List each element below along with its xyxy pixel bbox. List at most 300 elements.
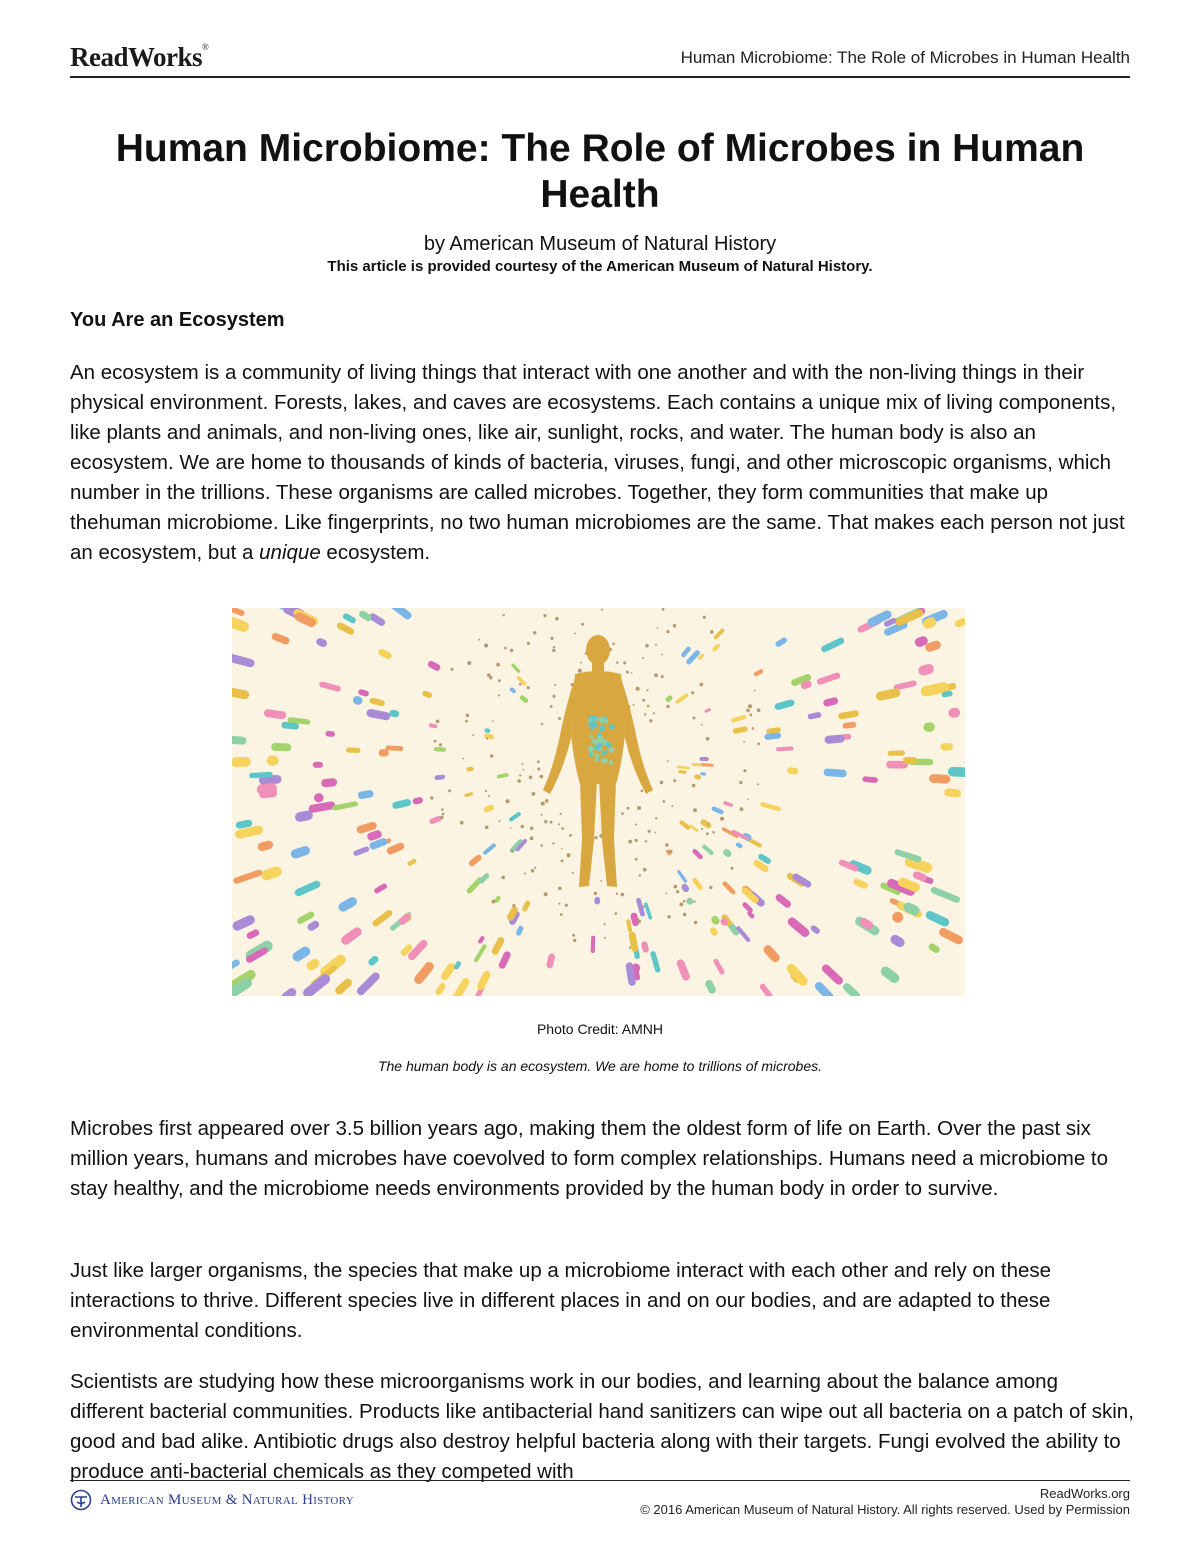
microbe (650, 950, 661, 973)
footer-divider (70, 1480, 1130, 1481)
microbe (879, 965, 902, 985)
microbe (701, 844, 714, 856)
microbe-dot (752, 727, 755, 730)
microbe-dot (578, 669, 582, 673)
microbe-dot (655, 644, 657, 646)
microbe-dot (527, 686, 530, 689)
microbe-dot (544, 892, 548, 896)
microbe (263, 709, 286, 720)
microbe-dot (486, 737, 488, 739)
microbe-dot (679, 903, 683, 907)
microbe (428, 723, 437, 729)
microbe (490, 936, 505, 956)
microbe-dot (510, 649, 513, 652)
microbe-dot (478, 639, 480, 641)
microbe (434, 774, 445, 780)
microbe-dot (572, 872, 574, 874)
microbe (691, 848, 703, 860)
microbe-dot (706, 832, 709, 835)
microbe (776, 746, 794, 751)
microbe-dot (667, 915, 670, 918)
microbe-dot (647, 705, 650, 708)
microbe-dot (643, 906, 645, 908)
microbe (712, 958, 725, 976)
microbe (484, 733, 495, 740)
microbe-dot (600, 880, 602, 882)
microbe-dot (657, 627, 659, 629)
microbe (232, 608, 245, 617)
gut-microbe (599, 725, 605, 731)
microbe-dot (666, 893, 668, 895)
microbe-dot (439, 743, 442, 746)
microbe-dot (661, 654, 663, 656)
microbe-dot (754, 690, 756, 692)
microbe-dot (565, 904, 568, 907)
microbe-dot (523, 769, 525, 771)
microbe (862, 776, 878, 783)
microbe-dot (510, 827, 512, 829)
microbe-dot (552, 649, 555, 652)
microbe (787, 767, 799, 774)
microbe (232, 958, 241, 972)
microbe (439, 962, 456, 982)
microbe (508, 811, 521, 822)
gut-microbe (594, 745, 600, 751)
microbe-dot (560, 913, 563, 916)
microbe (753, 668, 764, 677)
amnh-globe-icon (70, 1489, 92, 1511)
microbe-dot (703, 616, 706, 619)
microbe (746, 910, 755, 919)
microbe-dot (743, 741, 745, 743)
microbe (948, 707, 961, 718)
microbe (476, 970, 492, 992)
microbe (358, 610, 373, 623)
microbe-dot (757, 742, 760, 745)
microbe-dot (621, 812, 624, 815)
microbe (466, 767, 474, 772)
microbe (257, 840, 274, 852)
gut-microbe (595, 758, 599, 762)
microbe (917, 663, 935, 677)
microbe-dot (498, 694, 500, 696)
microbe (308, 801, 336, 814)
microbe-dot (647, 689, 649, 691)
microbe (694, 774, 702, 780)
microbe-dot (594, 892, 597, 895)
microbe-dot (511, 850, 513, 852)
microbe-dot (720, 817, 724, 821)
microbe (676, 869, 687, 883)
microbe (677, 766, 691, 770)
microbe (427, 660, 442, 672)
microbe-dot (669, 850, 672, 853)
microbe (294, 879, 322, 897)
microbe-dot (635, 858, 638, 861)
microbe-dot (749, 713, 752, 716)
microbe-dot (636, 687, 640, 691)
microbe-dot (440, 816, 444, 820)
microbe (704, 708, 711, 714)
microbe (337, 895, 359, 913)
microbe-dot (430, 796, 433, 799)
microbe-dot (466, 714, 469, 717)
microbe (342, 612, 357, 624)
microbe-dot (699, 683, 703, 687)
microbiome-illustration (232, 608, 965, 996)
microbe (875, 688, 901, 702)
microbe (722, 880, 737, 895)
microbe (838, 710, 860, 720)
microbe-dot (637, 920, 641, 924)
microbe-dot (496, 663, 500, 667)
microbe (816, 672, 841, 686)
microbe-dot (612, 643, 615, 646)
microbe (232, 869, 263, 885)
gut-microbe (601, 751, 605, 755)
microbe-dot (530, 827, 534, 831)
gut-microbe (599, 717, 605, 723)
microbe (355, 971, 381, 996)
microbe (389, 709, 400, 718)
microbe (709, 926, 719, 937)
microbe-dot (550, 637, 553, 640)
microbe (774, 636, 788, 647)
microbe-dot (662, 608, 665, 611)
microbe-dot (641, 790, 644, 793)
microbe (762, 943, 782, 963)
microbe-dot (467, 661, 471, 665)
gut-microbe (609, 747, 615, 753)
microbe (723, 801, 734, 808)
microbe-dot (581, 623, 584, 626)
microbe (823, 768, 847, 777)
paragraph-research: Scientists are studying how these microorganisms work in our bodies, and learning about the balance among different bacterial communities. Products like antibacterial hand sanitizers can wipe out all bacteria on a patch of skin, good and bad alike. Antibiotic drugs also destroy helpful bacteria along with their targets. Fungi evolved the ability to produce anti-bacterial chemicals as they competed with (70, 1370, 1134, 1483)
microbe (924, 910, 950, 928)
amnh-name: American Museum & Natural History (100, 1491, 354, 1508)
microbe-dot (441, 808, 444, 811)
microbe (820, 963, 844, 986)
microbe-dot (460, 821, 464, 825)
microbe (852, 877, 868, 890)
microbe (519, 694, 529, 704)
gut-microbe (590, 734, 593, 737)
microbe (732, 726, 748, 734)
microbe (712, 643, 721, 652)
microbe-dot (710, 630, 714, 634)
microbe (691, 877, 703, 891)
microbe (628, 931, 639, 953)
microbe-dot (561, 848, 563, 850)
microbe (385, 745, 403, 751)
microbe-dot (552, 842, 554, 844)
microbe (483, 804, 495, 814)
microbe-dot (537, 768, 540, 771)
microbe (710, 914, 721, 926)
microbe-dot (676, 890, 679, 893)
microbe-dot (553, 646, 555, 648)
microbe (232, 757, 251, 767)
microbe-dot (490, 754, 493, 757)
microbe-dot (485, 825, 489, 829)
microbe-dot (757, 783, 759, 785)
microbe (546, 953, 556, 969)
microbe-dot (537, 760, 540, 763)
microbe (271, 632, 291, 645)
gut-microbe (598, 735, 604, 741)
microbe (786, 916, 811, 939)
microbe (271, 743, 291, 752)
microbe (711, 806, 725, 815)
microbe-dot (637, 806, 641, 810)
microbe (434, 982, 446, 996)
microbe (760, 802, 782, 812)
microbe (890, 910, 905, 925)
microbe (313, 793, 324, 803)
microbe-dot (541, 723, 543, 725)
microbe-dot (580, 662, 582, 664)
microbe-dot (530, 836, 534, 840)
microbe (366, 708, 391, 721)
microbe (675, 693, 690, 705)
microbe (373, 882, 388, 894)
microbe-dot (693, 808, 697, 812)
microbe-dot (532, 792, 536, 796)
microbe-dot (567, 853, 571, 857)
microbe (731, 715, 747, 723)
microbe (498, 950, 512, 970)
microbe-dot (654, 673, 658, 677)
microbe-dot (671, 805, 673, 807)
microbe-dot (631, 672, 633, 674)
microbe-dot (691, 691, 694, 694)
microbe (889, 933, 907, 949)
microbe-dot (692, 784, 696, 788)
microbe-dot (635, 839, 638, 842)
microbe-dot (552, 695, 555, 698)
microbe-dot (626, 807, 629, 810)
microbe (841, 982, 861, 996)
microbe-dot (616, 893, 618, 895)
microbe-dot (498, 679, 501, 682)
microbe (680, 883, 690, 894)
microbe-dot (673, 779, 676, 782)
microbe (903, 757, 917, 764)
page-header (70, 40, 1130, 78)
microbe-dot (601, 609, 603, 611)
microbe-dot (434, 740, 437, 743)
microbe-dot (512, 904, 515, 907)
microbe-dot (661, 675, 664, 678)
microbe-dot (499, 820, 501, 822)
microbe-dot (701, 828, 703, 830)
microbe-dot (521, 825, 524, 828)
microbe (838, 859, 859, 873)
microbe (280, 986, 298, 996)
microbe-dot (649, 719, 652, 722)
microbe-dot (492, 720, 494, 722)
gut-microbe (591, 739, 595, 743)
microbe (306, 919, 320, 932)
microbe (923, 722, 935, 732)
microbe-dot (519, 683, 522, 686)
microbe-dot (615, 912, 618, 915)
microbe-dot (635, 824, 637, 826)
microbe-dot (529, 776, 533, 780)
microbe (888, 750, 905, 755)
microbe (820, 636, 845, 653)
microbe-dot (521, 763, 523, 765)
microbe (232, 687, 250, 700)
microbe-dot (489, 676, 492, 679)
site-link[interactable]: ReadWorks.org (1039, 1486, 1130, 1501)
microbe (407, 858, 417, 866)
microbe (260, 865, 283, 882)
footer-credits (640, 1486, 1130, 1518)
microbe-dot (558, 887, 562, 891)
microbe (704, 979, 717, 995)
microbe (678, 770, 687, 774)
microbe (412, 960, 435, 986)
microbe-dot (524, 873, 526, 875)
gut-microbe (609, 760, 614, 765)
microbe (823, 697, 839, 708)
microbe (938, 927, 965, 946)
microbe (774, 893, 792, 909)
microbe-dot (561, 860, 564, 863)
microbe-dot (436, 720, 440, 724)
microbe (379, 749, 389, 757)
microbe-dot (693, 717, 696, 720)
microbe-dot (739, 781, 742, 784)
gut-microbe (601, 758, 607, 764)
microbe (346, 747, 360, 753)
microbe-dot (504, 647, 507, 650)
microbe-dot (503, 614, 505, 616)
microbe (291, 945, 312, 964)
microbe (509, 687, 517, 694)
microbe (785, 962, 810, 988)
microbe (294, 810, 314, 823)
microbe (735, 842, 743, 849)
figure-caption: The human body is an ecosystem. We are home to trillions of microbes. (377, 1058, 823, 1074)
microbe (824, 734, 845, 744)
gut-microbe (606, 742, 610, 746)
microbe (353, 846, 370, 857)
paragraph-interactions: Just like larger organisms, the species that make up a microbiome interact with each other and rely on these interactions to thrive. Different species live in different places in and on our bodies, and are adapted to these environmental conditions. (70, 1259, 1052, 1342)
microbe-dot (574, 633, 576, 635)
microbe-dot (561, 827, 564, 830)
microbe (930, 886, 961, 904)
microbe (644, 902, 653, 920)
microbe-dot (544, 820, 547, 823)
microbe (700, 772, 706, 776)
microbe-dot (540, 844, 543, 847)
microbe (305, 957, 321, 972)
microbe (267, 756, 279, 766)
microbe-dot (694, 921, 697, 924)
microbe (679, 819, 692, 830)
microbe-dot (653, 712, 655, 714)
microbe (774, 699, 795, 711)
microbe (484, 728, 491, 734)
microbe-dot (545, 799, 549, 803)
microbiome-illustration-svg (232, 608, 965, 996)
readworks-logo: ReadWorks® (70, 42, 209, 72)
microbe (358, 689, 370, 698)
microbe-dot (450, 668, 453, 671)
microbe (313, 762, 323, 768)
gut-microbe (589, 753, 593, 757)
microbe-dot (642, 699, 645, 702)
microbe (334, 977, 354, 996)
microbe-dot (706, 757, 708, 759)
microbe-dot (663, 800, 666, 803)
microbe (371, 909, 393, 928)
gut-microbe (588, 746, 594, 752)
microbe-dot (673, 624, 677, 628)
microbe (685, 896, 694, 905)
microbe-dot (666, 630, 669, 633)
microbe (468, 853, 483, 867)
microbe-dot (712, 831, 715, 834)
microbe-dot (757, 708, 761, 712)
microbe (369, 697, 386, 706)
microbe (741, 901, 753, 913)
microbe (954, 617, 965, 628)
microbe (301, 972, 332, 996)
article-title: Human Microbiome: The Role of Microbes in Human Health (115, 127, 1085, 216)
microbe-dot (621, 893, 625, 897)
microbe (641, 941, 650, 954)
microbe-dot (527, 642, 530, 645)
microbe (626, 919, 633, 933)
microbe-dot (747, 799, 749, 801)
microbe-dot (442, 813, 445, 816)
microbe (357, 790, 374, 800)
microbe-dot (533, 631, 536, 634)
microbe-dot (740, 807, 744, 811)
microbe (352, 695, 363, 705)
byline: by American Museum of Natural History (423, 233, 777, 255)
microbe-dot (594, 836, 597, 839)
microbe-dot (517, 779, 521, 783)
microbe-dot (645, 644, 649, 648)
microbe-dot (506, 799, 510, 803)
microbe (692, 763, 702, 767)
gut-microbe (605, 750, 609, 754)
microbe (412, 797, 424, 805)
microbe-dot (642, 657, 644, 659)
gut-microbe (589, 721, 596, 728)
microbe (392, 798, 412, 809)
microbe (680, 646, 691, 658)
microbe-dot (683, 900, 686, 903)
microbe-dot (488, 795, 490, 797)
microbe-dot (660, 781, 664, 785)
microbe (809, 924, 821, 935)
microbe-dot (541, 802, 545, 806)
microbe (339, 926, 363, 947)
microbe (594, 897, 600, 905)
microbe-dot (558, 823, 560, 825)
microbe-dot (519, 774, 521, 776)
microbe (421, 690, 433, 699)
microbe-dot (666, 705, 669, 708)
microbe-dot (543, 614, 546, 617)
microbe-dot (555, 617, 559, 621)
gut-microbe (595, 754, 599, 758)
